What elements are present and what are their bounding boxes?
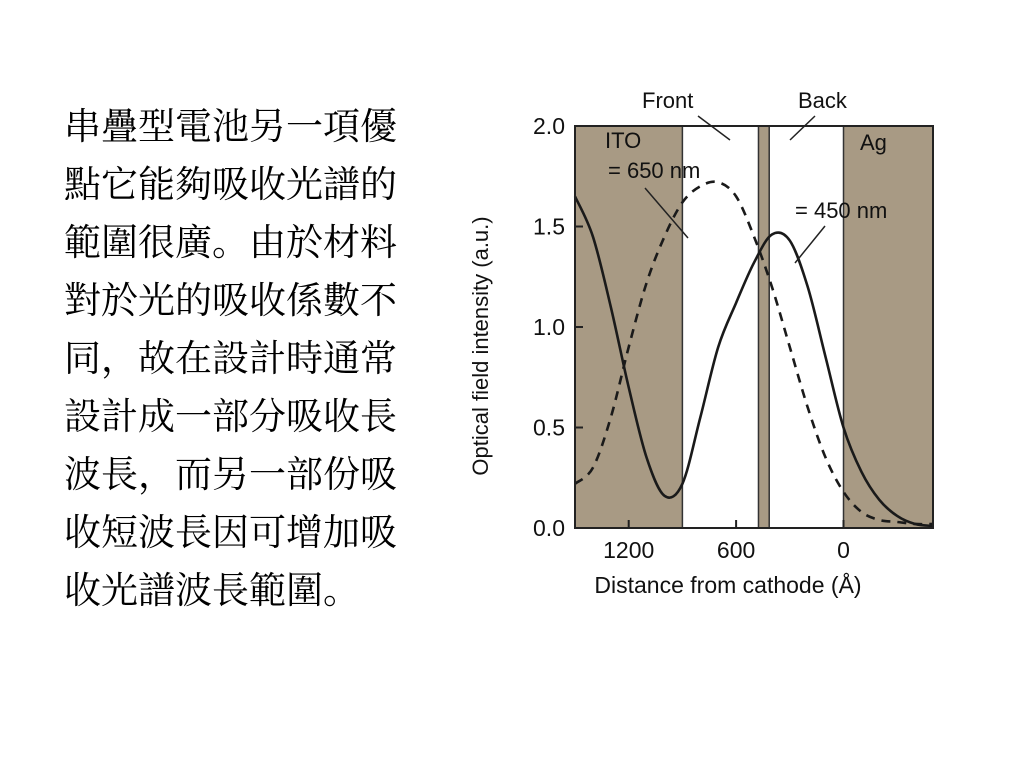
y-axis-label: Optical field intensity (a.u.) bbox=[468, 216, 493, 476]
top-label-front: Front bbox=[642, 88, 694, 113]
series-label-450: = 450 nm bbox=[795, 198, 888, 223]
text-line: 設計成一部分吸收長 bbox=[64, 395, 397, 438]
y-tick-label: 1.5 bbox=[533, 213, 565, 240]
x-tick-label: 600 bbox=[716, 537, 756, 563]
y-tick-label: 2.0 bbox=[533, 113, 565, 139]
region-ito bbox=[575, 126, 682, 528]
region-ag bbox=[844, 126, 934, 528]
slide-body-text bbox=[64, 98, 434, 620]
text-line: 波長，而另一部份吸 bbox=[64, 453, 397, 496]
text-line: 範圍很廣。由於材料 bbox=[64, 221, 397, 264]
y-tick-label: 0.0 bbox=[533, 515, 565, 541]
series-label-650: = 650 nm bbox=[608, 158, 701, 183]
text-line: 同，故在設計時通常 bbox=[64, 337, 397, 380]
top-label-back: Back bbox=[798, 88, 847, 113]
text-line: 收短波長因可增加吸 bbox=[64, 511, 397, 554]
region-label-ito: ITO bbox=[605, 128, 642, 153]
text-line: 點它能夠吸收光譜的 bbox=[64, 163, 397, 206]
region-label-ag: Ag bbox=[860, 130, 887, 155]
x-axis-label: Distance from cathode (Å) bbox=[594, 572, 862, 598]
optical-field-chart bbox=[440, 78, 985, 608]
text-line: 串疊型電池另一項優 bbox=[64, 105, 397, 148]
y-tick-label: 1.0 bbox=[533, 314, 565, 340]
x-tick-label: 1200 bbox=[603, 537, 655, 563]
region-interlayer bbox=[758, 126, 769, 528]
x-tick-label: 0 bbox=[837, 537, 850, 563]
y-tick-label: 0.5 bbox=[533, 414, 565, 441]
text-line: 收光譜波長範圍。 bbox=[64, 569, 360, 612]
text-line: 對於光的吸收係數不 bbox=[64, 279, 397, 322]
